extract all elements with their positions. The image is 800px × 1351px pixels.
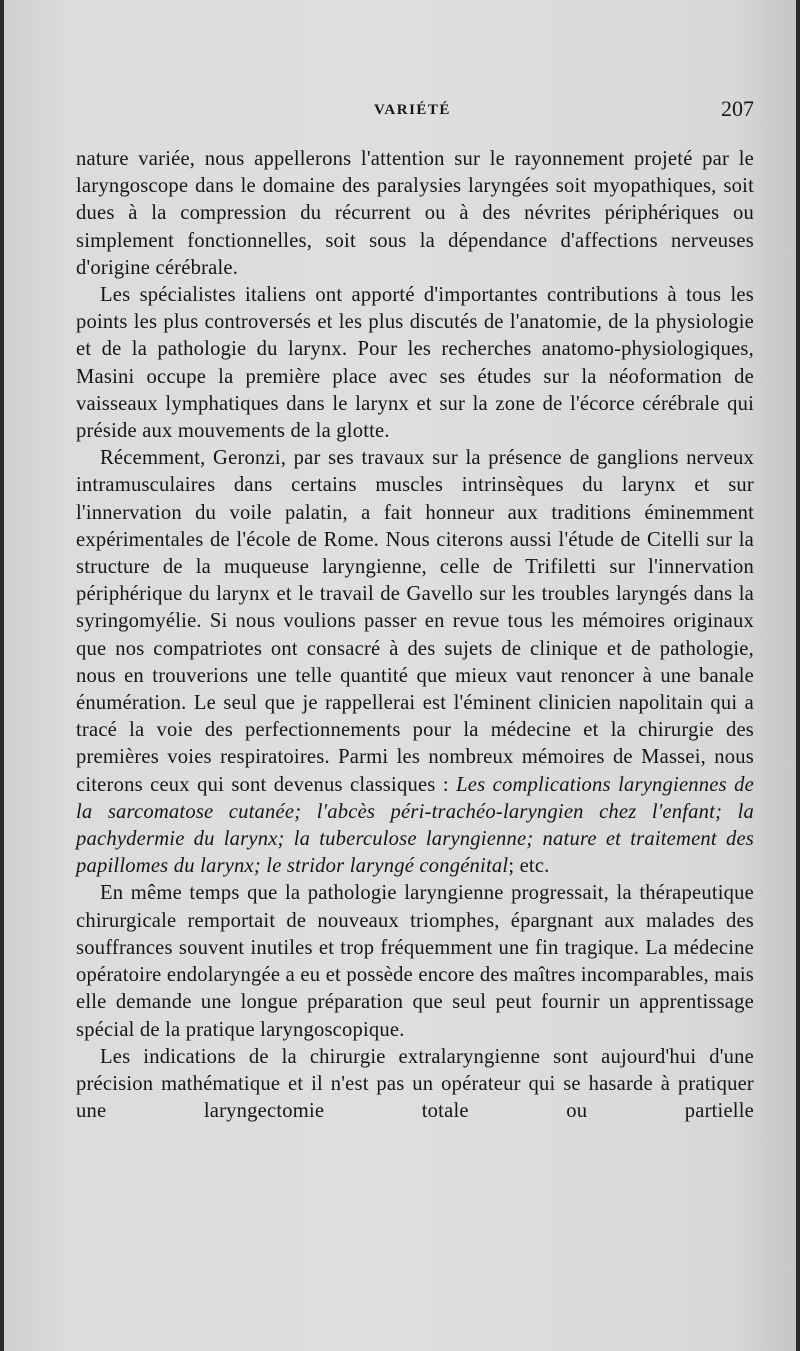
paragraph-3-text: Récemment, Geronzi, par ses travaux sur la présence de ganglions nerveux intramusculaires dans certains muscles intrinsèques du larynx et sur l'innervation du voile palatin, a fait honneur aux traditions éminemment expérimentales de l'école de Rome. Nous citerons aussi l'étude de Citelli sur la structure de la muqueuse laryngienne, celle de Trifiletti sur l'innervation périphérique du larynx et le travail de Gavello sur les troubles laryngés dans la syringomyélie. Si nous voulions passer en revue tous les mémoires originaux que nos compatriotes ont consacré à des sujets de clinique et de pathologie, nous en trouverions une telle quantité que mieux vaut renoncer à une banale énumération. Le seul que je rappellerai est l'éminent clinicien napolitain qui a tracé la voie des perfectionnements pour la médecine et la chirurgie des premières voies respiratoires. Parmi les nombreux mémoires de Massei, nous citerons ceux qui sont devenus classiques : — [76, 447, 754, 796]
paragraph-1 — [76, 146, 754, 282]
paragraph-3 — [76, 445, 754, 880]
paragraph-4 — [76, 880, 754, 1043]
paragraph-2 — [76, 282, 754, 445]
paragraph-3-italic-titles: Les complications laryngiennes de la sarcomatose cutanée; l'abcès péri-trachéo-laryngien chez l'enfant; la pachydermie du larynx; la tuberculose laryngienne; nature et traitement des papillomes du larynx; le stridor laryngé congénital — [76, 773, 755, 878]
book-page — [4, 0, 796, 1351]
page-header — [72, 96, 754, 130]
paragraph-3-tail: ; etc. — [508, 855, 550, 878]
paragraph-1-text: nature variée, nous appellerons l'attention sur le rayonnement projeté par le laryngoscope dans le domaine des paralysies laryngées soit myopathiques, soit dues à la compression du récurrent ou à des névrites périphériques ou simplement fonctionnelles, soit sous la dépendance d'affections nerveuses d'origine cérébrale. — [76, 148, 754, 279]
body-text — [76, 146, 754, 1125]
page-number: 207 — [721, 96, 754, 121]
paragraph-5 — [76, 1044, 754, 1126]
paragraph-5-text: Les indications de la chirurgie extralaryngienne sont aujourd'hui d'une précision mathématique et il n'est pas un opérateur qui se hasarde à pratiquer une laryngectomie totale ou partielle — [76, 1045, 754, 1123]
paragraph-2-text: Les spécialistes italiens ont apporté d'importantes contributions à tous les points les plus controversés et les plus discutés de l'anatomie, de la physiologie et de la pathologie du larynx. Pour les recherches anatomo-physiologiques, Masini occupe la première place avec ses études sur la néoformation de vaisseaux lymphatiques dans le larynx et sur la zone de l'écorce cérébrale qui préside aux mouvements de la glotte. — [76, 284, 754, 443]
paragraph-4-text: En même temps que la pathologie laryngienne progressait, la thérapeutique chirurgicale remportait de nouveaux triomphes, épargnant aux malades des souffrances souvent inutiles et trop fréquemment une fin tragique. La médecine opératoire endolaryngée a eu et possède encore des maîtres incomparables, mais elle demande une longue préparation que seul peut fournir un apprentissage spécial de la pratique laryngoscopique. — [76, 882, 754, 1041]
running-title: VARIÉTÉ — [374, 102, 451, 118]
